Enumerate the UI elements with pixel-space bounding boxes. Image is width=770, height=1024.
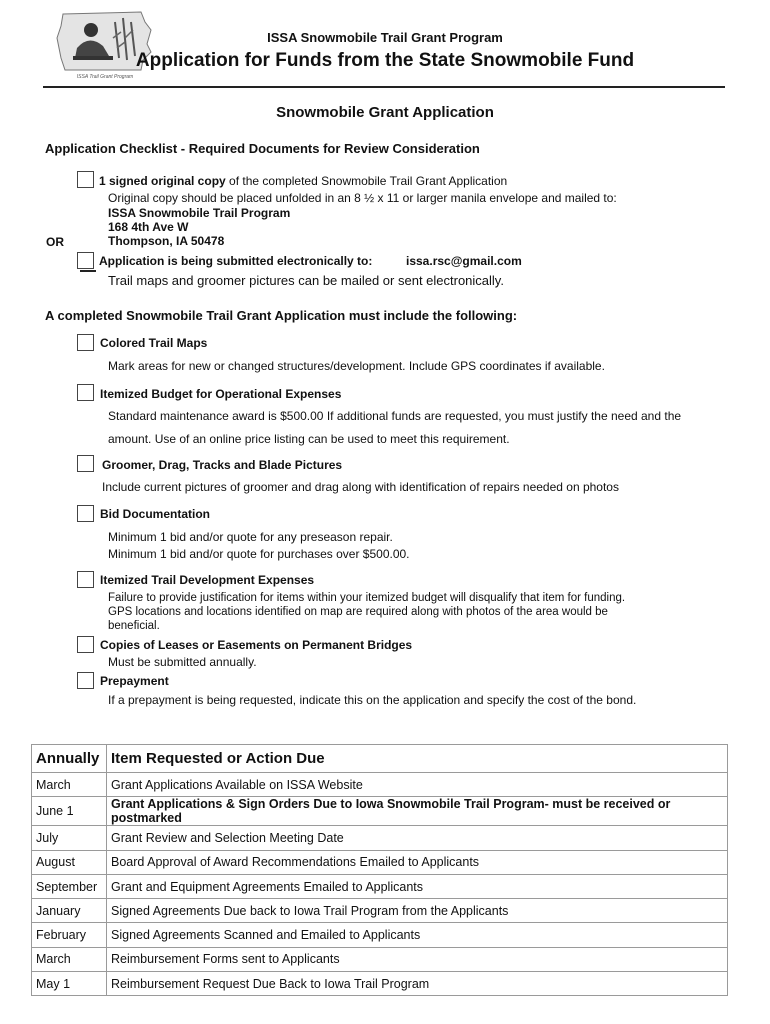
requirement-detail: Mark areas for new or changed structures/development. Include GPS coordinates if available.	[108, 359, 605, 373]
row-date: May 1	[32, 972, 107, 996]
requirement-title: Itemized Trail Development Expenses	[100, 573, 315, 587]
requirement-detail: Minimum 1 bid and/or quote for purchases over $500.00.	[108, 547, 410, 561]
column-header-annually: Annually	[32, 745, 107, 773]
logo-caption: ISSA Trail Grant Program	[76, 74, 134, 80]
budget-checkbox[interactable]	[77, 384, 94, 401]
table-row	[32, 874, 728, 898]
requirement-detail: beneficial.	[108, 620, 160, 632]
leases-checkbox[interactable]	[77, 636, 94, 653]
signed-copy-label-rest: of the completed Snowmobile Trail Grant Application	[225, 174, 508, 188]
requirement-title: Bid Documentation	[100, 507, 210, 521]
requirement-detail: Must be submitted annually.	[108, 655, 257, 669]
electronic-checkbox[interactable]	[77, 252, 94, 269]
table-row	[32, 850, 728, 874]
row-item: Signed Agreements Due back to Iowa Trail Program from the Applicants	[107, 899, 728, 923]
row-item: Reimbursement Request Due Back to Iowa Trail Program	[107, 972, 728, 996]
signed-copy-note: Original copy should be placed unfolded in an 8 ½ x 11 or larger manila envelope and mailed to:	[108, 191, 617, 205]
prepayment-checkbox[interactable]	[77, 672, 94, 689]
table-row	[32, 899, 728, 923]
requirement-title: Colored Trail Maps	[100, 336, 208, 350]
section-title: Snowmobile Grant Application	[276, 104, 494, 121]
electronic-label: Application is being submitted electronically to:	[99, 254, 373, 268]
bid-documentation-checkbox[interactable]	[77, 505, 94, 522]
table-row	[32, 923, 728, 947]
annual-schedule-table	[31, 744, 728, 996]
table-row	[32, 797, 728, 826]
requirement-detail: Failure to provide justification for items within your itemized budget will disqualify that item for funding.	[108, 592, 626, 604]
program-name: ISSA Snowmobile Trail Grant Program	[267, 30, 503, 45]
header-divider	[43, 86, 725, 88]
row-item: Board Approval of Award Recommendations Emailed to Applicants	[107, 850, 728, 874]
column-header-item: Item Requested or Action Due	[107, 745, 728, 773]
table-row	[32, 947, 728, 971]
colored-trail-maps-checkbox[interactable]	[77, 334, 94, 351]
row-item: Grant Review and Selection Meeting Date	[107, 826, 728, 850]
requirement-detail: GPS locations and locations identified on map are required along with photos of the area would be	[108, 606, 608, 618]
requirement-detail: If a prepayment is being requested, indicate this on the application and specify the cost of the bond.	[108, 693, 637, 707]
row-item: Signed Agreements Scanned and Emailed to Applicants	[107, 923, 728, 947]
requirement-title: Groomer, Drag, Tracks and Blade Pictures	[102, 458, 343, 472]
checkbox-mark	[80, 270, 96, 272]
table-row	[32, 826, 728, 850]
pictures-checkbox[interactable]	[77, 455, 94, 472]
requirement-detail: Minimum 1 bid and/or quote for any preseason repair.	[108, 530, 393, 544]
requirement-detail: Include current pictures of groomer and drag along with identification of repairs needed on photos	[102, 480, 619, 494]
row-item: Grant and Equipment Agreements Emailed to Applicants	[107, 874, 728, 898]
row-date: September	[32, 874, 107, 898]
row-date: February	[32, 923, 107, 947]
checklist-heading: Application Checklist - Required Documents for Review Consideration	[45, 141, 480, 156]
signed-copy-label	[99, 174, 507, 188]
or-label: OR	[46, 235, 64, 249]
row-date: June 1	[32, 797, 107, 826]
trail-development-checkbox[interactable]	[77, 571, 94, 588]
submission-email[interactable]: issa.rsc@gmail.com	[406, 254, 522, 268]
row-date: August	[32, 850, 107, 874]
requirement-detail: amount. Use of an online price listing can be used to meet this requirement.	[108, 432, 510, 446]
address-line-2: 168 4th Ave W	[108, 220, 189, 234]
table-row	[32, 972, 728, 996]
row-item: Reimbursement Forms sent to Applicants	[107, 947, 728, 971]
row-date: March	[32, 947, 107, 971]
requirement-title: Itemized Budget for Operational Expenses	[100, 387, 342, 401]
requirements-heading: A completed Snowmobile Trail Grant Application must include the following:	[45, 308, 518, 323]
table-row	[32, 773, 728, 797]
requirement-title: Prepayment	[100, 674, 169, 688]
signed-copy-checkbox[interactable]	[77, 171, 94, 188]
address-line-3: Thompson, IA 50478	[108, 234, 225, 248]
row-item: Grant Applications & Sign Orders Due to Iowa Snowmobile Trail Program- must be received or postmarked	[107, 797, 728, 826]
electronic-note: Trail maps and groomer pictures can be mailed or sent electronically.	[108, 273, 504, 288]
row-date: January	[32, 899, 107, 923]
signed-copy-label-bold: 1 signed original copy	[99, 174, 226, 188]
row-item: Grant Applications Available on ISSA Website	[107, 773, 728, 797]
row-date: March	[32, 773, 107, 797]
requirement-title: Copies of Leases or Easements on Permanent Bridges	[100, 638, 413, 652]
requirement-detail: Standard maintenance award is $500.00 If additional funds are requested, you must justify the need and the	[108, 409, 682, 423]
page-title: Application for Funds from the State Snowmobile Fund	[135, 50, 635, 71]
table-header-row	[32, 745, 728, 773]
address-line-1: ISSA Snowmobile Trail Program	[108, 206, 291, 220]
row-date: July	[32, 826, 107, 850]
